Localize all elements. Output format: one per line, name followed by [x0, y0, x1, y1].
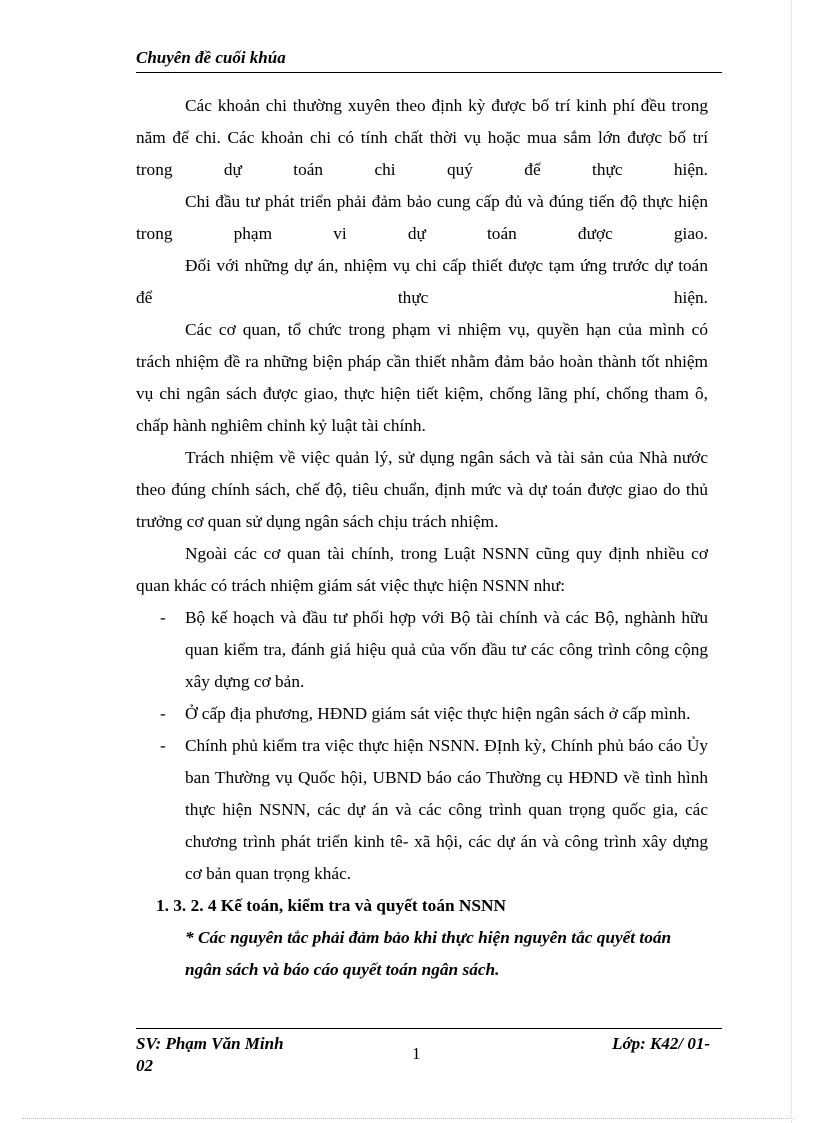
- header-divider: [136, 72, 722, 73]
- footer-class: Lớp: K42/ 01-: [612, 1034, 710, 1053]
- footer-student: [136, 1033, 336, 1077]
- page-edge-right: [791, 0, 792, 1123]
- page-edge-bottom: [22, 1118, 794, 1119]
- sub-heading: * Các nguyên tắc phải đảm bảo khi thực hiện nguyên tắc quyết toán ngân sách và báo cáo quyết toán ngân sách.: [185, 928, 672, 979]
- list-item-text: Chính phủ kiểm tra việc thực hiện NSNN. ĐỊnh kỳ, Chính phủ báo cáo Ủy ban Thường vụ Quốc hội, UBND báo cáo Thường cụ HĐND về tình hình thực hiện NSNN, các dự án và các công trình quan trọng quốc gia, các chương trình phát triển kinh tê- xã hội, các dự án và công trình xây dựng cơ bản quan trọng khác.: [185, 736, 708, 883]
- paragraph: Các khoản chi thường xuyên theo định kỳ được bố trí kinh phí đều trong năm để chi. Các khoản chi có tính chất thời vụ hoặc mua sắm lớn được bố trí trong dự toán chi quý để thực hiện.: [136, 96, 708, 179]
- paragraph: Ngoài các cơ quan tài chính, trong Luật NSNN cũng quy định nhiều cơ quan khác có trách nhiệm giám sát việc thực hiện NSNN như:: [136, 544, 708, 595]
- paragraph: Các cơ quan, tổ chức trong phạm vi nhiệm vụ, quyền hạn của mình có trách nhiệm đề ra những biện pháp cần thiết nhằm đảm bảo hoàn thành tốt nhiệm vụ chi ngân sách được giao, thực hiện tiết kiệm, chống lãng phí, chống tham ô, chấp hành nghiêm chỉnh kỷ luật tài chính.: [136, 320, 708, 435]
- bullet-dash: -: [160, 608, 166, 627]
- list-item: [136, 698, 708, 730]
- list-item-text: Ở cấp địa phương, HĐND giám sát việc thực hiện ngân sách ở cấp mình.: [185, 704, 691, 723]
- page-header-title: Chuyên đề cuối khúa: [136, 48, 286, 67]
- paragraph: Trách nhiệm về việc quản lý, sử dụng ngân sách và tài sản của Nhà nước theo đúng chính sách, chế độ, tiêu chuẩn, định mức và dự toán được giao do thủ trưởng cơ quan sử dụng ngân sách chịu trách nhiệm.: [136, 448, 708, 531]
- footer-divider: [136, 1028, 722, 1029]
- list-item: [136, 602, 708, 698]
- document-body: [136, 90, 708, 986]
- list-item-text: Bộ kế hoạch và đầu tư phối hợp với Bộ tài chính và các Bộ, nghành hữu quan kiểm tra, đánh giá hiệu quả của vốn đầu tư các công trình công cộng xây dựng cơ bản.: [185, 608, 708, 691]
- section-heading: 1. 3. 2. 4 Kế toán, kiểm tra và quyết toán NSNN: [156, 896, 506, 915]
- footer-student-code: 02: [136, 1056, 153, 1075]
- bullet-list: [136, 602, 708, 890]
- bullet-dash: -: [160, 736, 166, 755]
- footer-student-name: SV: Phạm Văn Minh: [136, 1034, 284, 1053]
- paragraph: Chi đầu tư phát triển phải đảm bảo cung cấp đủ và đúng tiến độ thực hiện trong phạm vi dự toán được giao.: [136, 192, 708, 243]
- bullet-dash: -: [160, 704, 166, 723]
- list-item: [136, 730, 708, 890]
- paragraph: Đối với những dự án, nhiệm vụ chi cấp thiết được tạm ứng trước dự toán để thực hiện.: [136, 256, 708, 307]
- page-number: 1: [412, 1044, 421, 1063]
